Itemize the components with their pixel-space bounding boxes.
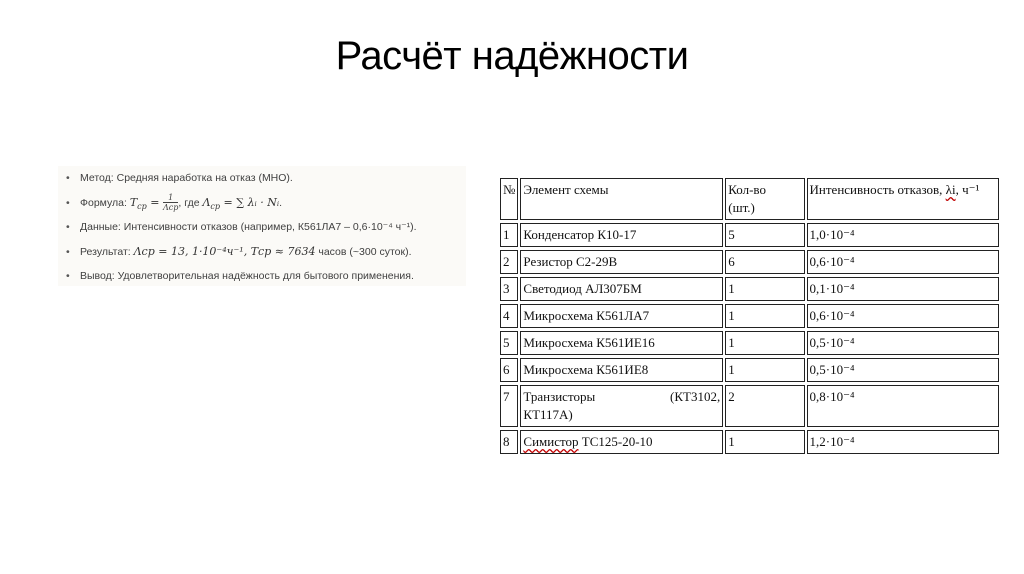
row-element-line1 (523, 388, 720, 406)
table-row (500, 277, 999, 301)
formula-frac-den: Λср (163, 203, 179, 213)
table-row (500, 250, 999, 274)
row-num: 3 (500, 277, 518, 301)
row-qty: 1 (725, 430, 804, 454)
row-num: 5 (500, 331, 518, 355)
row-num: 1 (500, 223, 518, 247)
table-row (500, 223, 999, 247)
row-num: 7 (500, 385, 518, 427)
row-element-part-c: КТ117А) (523, 407, 573, 422)
row-element: Микросхема К561ИЕ8 (520, 358, 723, 382)
formula-mid: , где (178, 196, 203, 209)
row-element-rest: ТС125-20-10 (578, 434, 653, 449)
info-result (58, 240, 466, 265)
row-intensity: 0,8·10⁻⁴ (807, 385, 999, 427)
header-qty-line1: Кол-во (728, 182, 766, 197)
table-row (500, 331, 999, 355)
header-num: № (500, 178, 518, 220)
row-element (520, 430, 723, 454)
row-intensity: 0,6·10⁻⁴ (807, 250, 999, 274)
row-intensity: 0,1·10⁻⁴ (807, 277, 999, 301)
row-element: Резистор С2-29В (520, 250, 723, 274)
row-qty: 1 (725, 331, 804, 355)
info-bullet-list (58, 166, 466, 289)
row-num: 6 (500, 358, 518, 382)
row-num: 8 (500, 430, 518, 454)
header-qty-line2: (шт.) (728, 200, 755, 215)
formula-prefix: Формула: (80, 196, 130, 209)
info-data: • Данные: Интенсивности отказов (например, К561ЛА7 – 0,6·10⁻⁴ ч⁻¹). (58, 215, 466, 240)
row-element: Микросхема К561ЛА7 (520, 304, 723, 328)
header-intensity-unit: , ч⁻¹ (955, 182, 980, 197)
formula-rhs: = ∑ λᵢ · Nᵢ (220, 195, 280, 209)
row-num: 4 (500, 304, 518, 328)
reliability-table (498, 175, 1001, 457)
row-element-part-a: Транзисторы (523, 389, 596, 404)
row-element (520, 385, 723, 427)
info-formula (58, 191, 466, 216)
row-qty: 6 (725, 250, 804, 274)
header-qty (725, 178, 804, 220)
formula-frac-num: 1 (163, 193, 178, 203)
row-element-symistor: Симистор (523, 434, 579, 449)
row-qty: 1 (725, 358, 804, 382)
table-row (500, 430, 999, 454)
header-intensity (807, 178, 999, 220)
table-row (500, 385, 999, 427)
table-header-row (500, 178, 999, 220)
formula-eq: = (146, 195, 163, 209)
row-qty: 1 (725, 277, 804, 301)
row-element: Микросхема К561ИЕ16 (520, 331, 723, 355)
result-math: Λср = 13, 1·10⁻⁴ч⁻¹, Tср ≈ 7634 (133, 244, 316, 258)
result-suffix: часов (~300 суток). (315, 245, 412, 258)
info-method: • Метод: Средняя наработка на отказ (МНО). (58, 166, 466, 191)
row-intensity: 1,0·10⁻⁴ (807, 223, 999, 247)
result-prefix: Результат: (80, 245, 134, 258)
header-element: Элемент схемы (520, 178, 723, 220)
row-num: 2 (500, 250, 518, 274)
row-element: Конденсатор К10-17 (520, 223, 723, 247)
formula-lambda: Λ (202, 195, 211, 209)
table-row (500, 358, 999, 382)
row-element: Светодиод АЛ307БМ (520, 277, 723, 301)
formula-lhs-sub: ср (137, 201, 147, 211)
row-intensity: 0,5·10⁻⁴ (807, 331, 999, 355)
info-summary-box (58, 166, 466, 286)
slide-title: Расчёт надёжности (335, 34, 689, 78)
formula-lambda-sub: ср (210, 201, 221, 211)
formula-fraction (163, 193, 178, 212)
formula-lhs: T (129, 195, 138, 209)
header-intensity-symbol: λi (945, 182, 956, 197)
row-qty: 5 (725, 223, 804, 247)
row-intensity: 0,6·10⁻⁴ (807, 304, 999, 328)
table-row (500, 304, 999, 328)
row-qty: 2 (725, 385, 804, 427)
row-intensity: 0,5·10⁻⁴ (807, 358, 999, 382)
reliability-table-container (498, 175, 1001, 457)
header-intensity-prefix: Интенсивность отказов, (809, 182, 946, 197)
row-qty: 1 (725, 304, 804, 328)
row-element-part-b: (КТ3102, (670, 389, 721, 404)
info-conclusion: • Вывод: Удовлетворительная надёжность для бытового применения. (58, 264, 466, 289)
formula-end: . (279, 196, 283, 209)
row-intensity: 1,2·10⁻⁴ (807, 430, 999, 454)
